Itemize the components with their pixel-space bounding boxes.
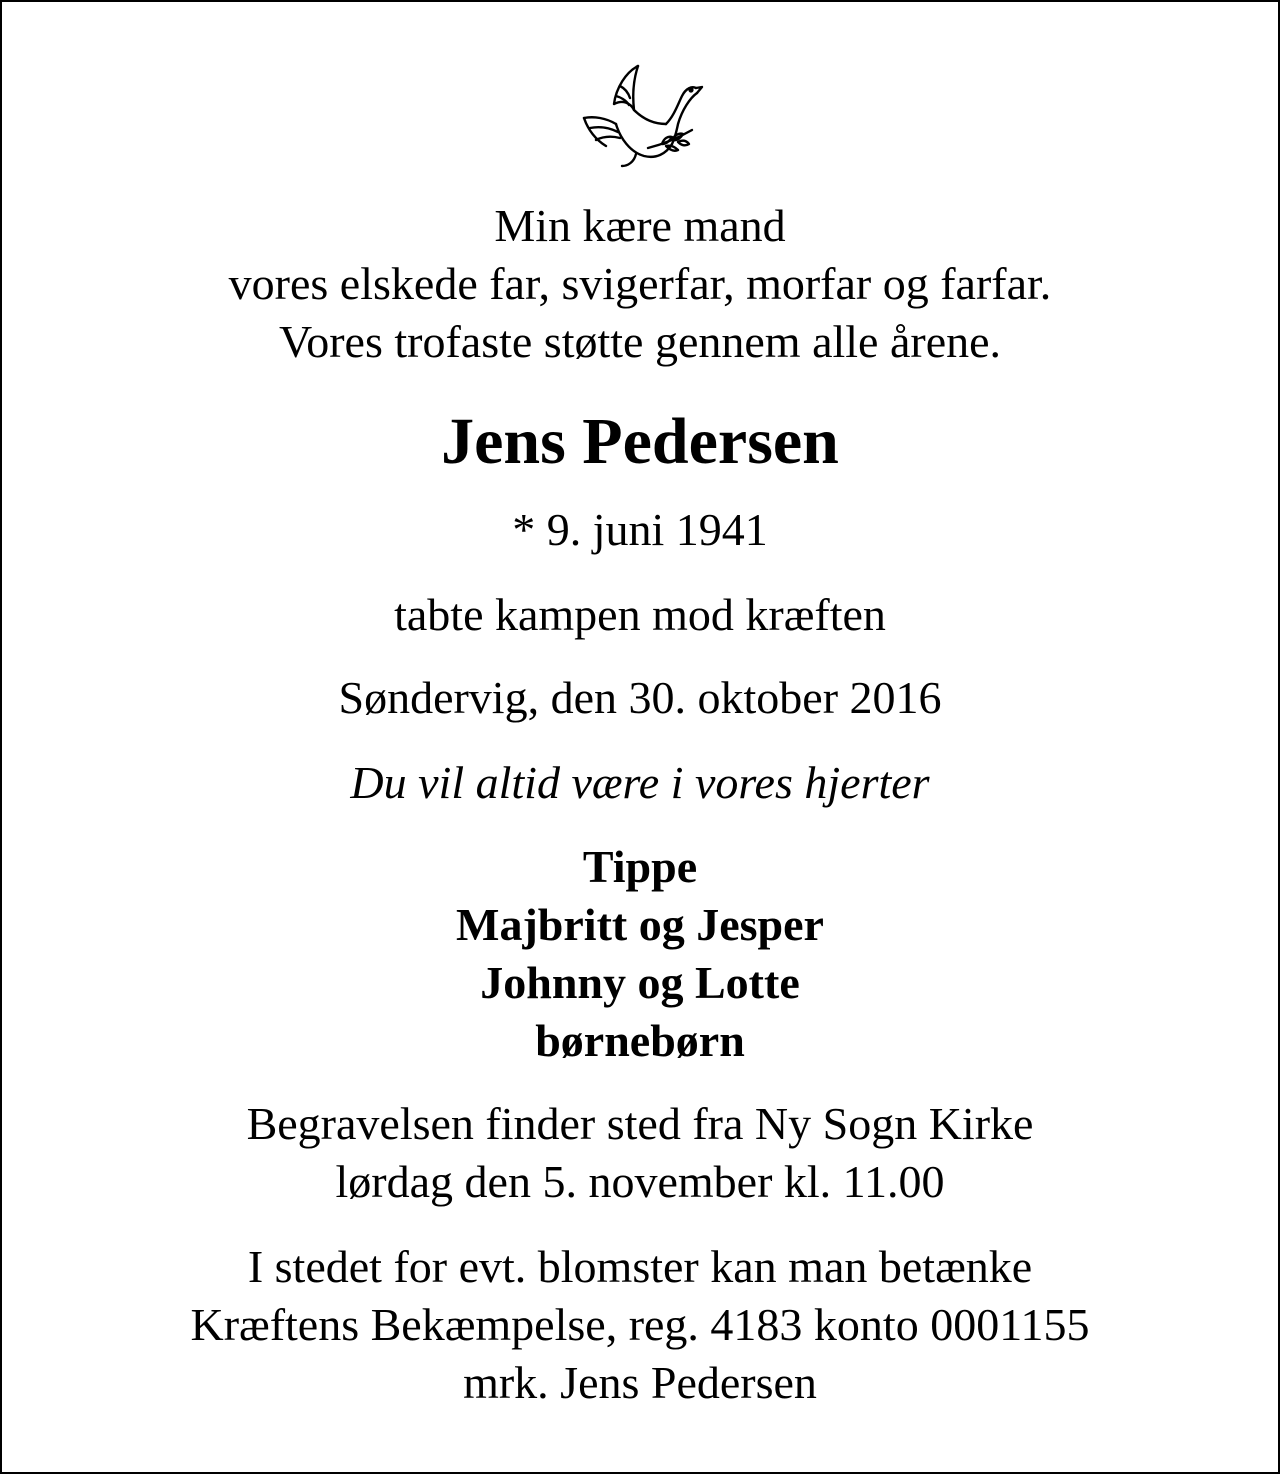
birth-date: * 9. juni 1941: [512, 504, 768, 555]
dove-icon: [570, 58, 710, 176]
family-member: Tippe: [582, 841, 698, 892]
donation-line-3: mrk. Jens Pedersen: [463, 1357, 817, 1408]
family-member: Majbritt og Jesper: [456, 899, 824, 950]
donation-info: [0, 1238, 1280, 1412]
motto: Du vil altid være i vores hjerter: [350, 757, 930, 808]
intro-line-1: Min kære mand: [494, 200, 786, 251]
deceased-name: Jens Pedersen: [441, 405, 839, 478]
funeral-info: [0, 1095, 1280, 1211]
donation-line-1: I stedet for evt. blomster kan man betænke: [247, 1241, 1033, 1292]
funeral-line-1: Begravelsen finder sted fra Ny Sogn Kirke: [246, 1098, 1034, 1149]
family-member: Johnny og Lotte: [480, 957, 800, 1008]
family-signatures: [0, 838, 1280, 1070]
intro-text: [0, 197, 1280, 371]
family-member: børnebørn: [535, 1015, 745, 1066]
intro-line-3: Vores trofaste støtte gennem alle årene.: [278, 316, 1002, 367]
donation-line-2: Kræftens Bekæmpelse, reg. 4183 konto 0001155: [190, 1299, 1090, 1350]
place-and-date-of-death: Søndervig, den 30. oktober 2016: [338, 672, 942, 723]
intro-line-2: vores elskede far, svigerfar, morfar og farfar.: [228, 258, 1052, 309]
cause-of-death: tabte kampen mod kræften: [394, 589, 886, 640]
funeral-line-2: lørdag den 5. november kl. 11.00: [335, 1156, 945, 1207]
